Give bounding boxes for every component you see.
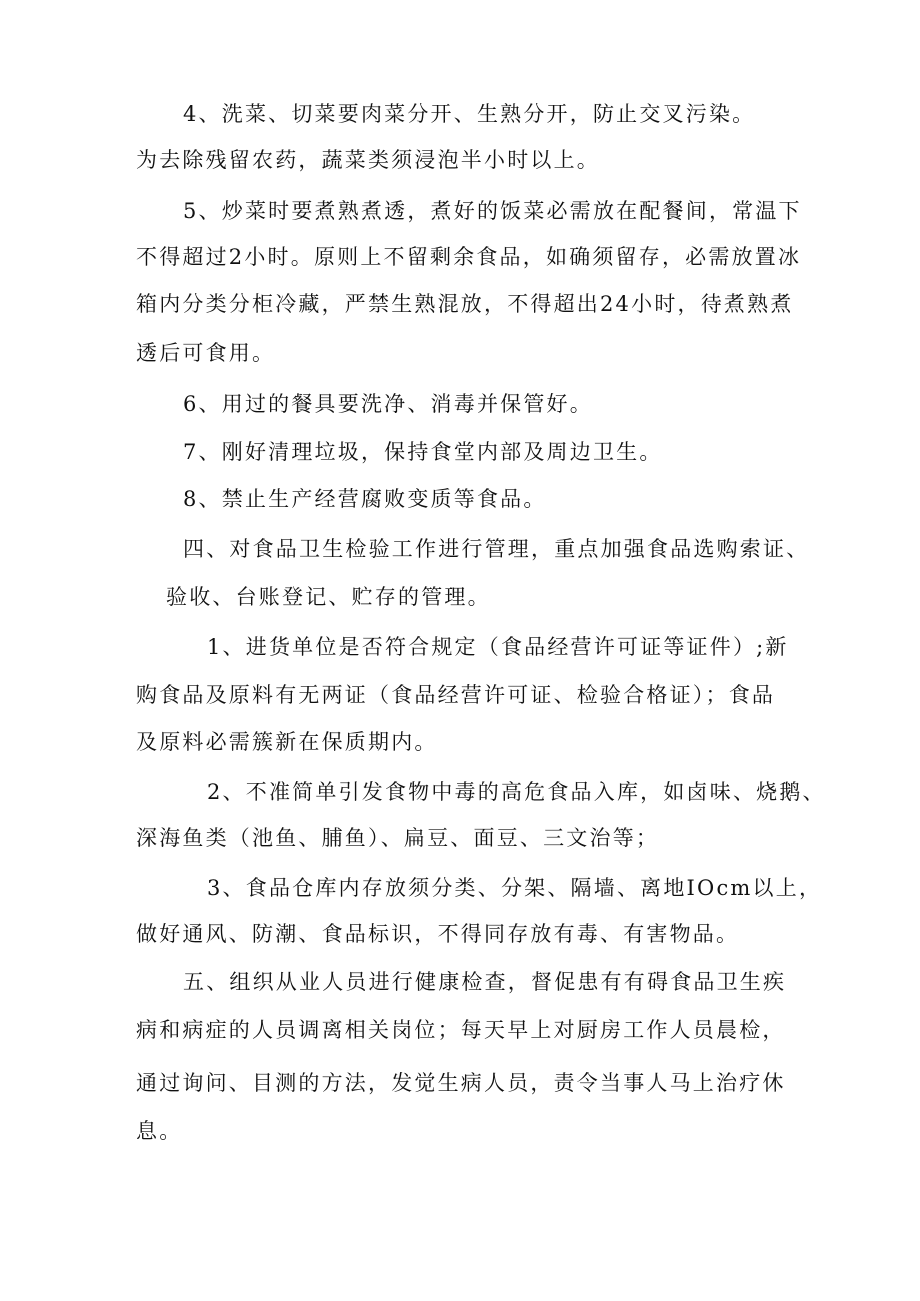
text-line-section-5: 五、组织从业人员进行健康检查，督促患有有碍食品卫生疾 (183, 970, 787, 994)
text-line-section-5-cont-2: 通过询问、目测的方法，发觉生病人员，责令当事人马上治疗休 (136, 1071, 786, 1095)
text-line-section-5-cont-1: 病和病症的人员调离相关岗位；每天早上对厨房工作人员晨检， (136, 1018, 786, 1042)
text-line-sub-1-cont-2: 及原料必需簇新在保质期内。 (136, 730, 438, 754)
text-line-section-4: 四、对食品卫生检验工作进行管理，重点加强食品选购索证、 (183, 537, 810, 561)
text-line-sub-2: 2、不准简单引发食物中毒的高危食品入库，如卤味、烧鹅、 (207, 780, 826, 804)
text-line-item-5-cont-3: 透后可食用。 (136, 341, 276, 365)
text-line-item-7: 7、刚好清理垃圾，保持食堂内部及周边卫生。 (183, 440, 663, 464)
text-line-item-8: 8、禁止生产经营腐败变质等食品。 (183, 487, 547, 511)
text-line-section-5-cont-3: 息。 (136, 1119, 183, 1143)
text-line-sub-1-cont-1: 购食品及原料有无两证（食品经营许可证、检验合格证）；食品 (136, 683, 776, 707)
text-line-item-5-cont-2: 箱内分类分柜冷藏，严禁生熟混放，不得超出24小时，待煮熟煮 (136, 292, 794, 316)
text-line-item-5-cont-1: 不得超过2小时。原则上不留剩余食品，如确须留存，必需放置冰 (136, 245, 802, 269)
text-line-item-4-cont: 为去除残留农药，蔬菜类须浸泡半小时以上。 (136, 148, 600, 172)
text-line-sub-3: 3、食品仓库内存放须分类、分架、隔墙、离地IOcm以上， (207, 876, 823, 900)
text-line-item-6: 6、用过的餐具要洗净、消毒并保管好。 (183, 392, 593, 416)
text-line-sub-3-cont: 做好通风、防潮、食品标识，不得同存放有毒、有害物品。 (136, 922, 740, 946)
text-line-section-4-cont: 验收、台账登记、贮存的管理。 (166, 585, 491, 609)
text-line-sub-2-cont: 深海鱼类（池鱼、脯鱼）、扁豆、面豆、三文治等； (136, 826, 660, 850)
text-line-item-5: 5、炒菜时要煮熟煮透，煮好的饭菜必需放在配餐间，常温下 (183, 199, 802, 223)
text-line-item-4: 4、洗菜、切菜要肉菜分开、生熟分开，防止交叉污染。 (183, 102, 756, 126)
text-line-sub-1: 1、进货单位是否符合规定（食品经营许可证等证件）;新 (207, 635, 789, 659)
